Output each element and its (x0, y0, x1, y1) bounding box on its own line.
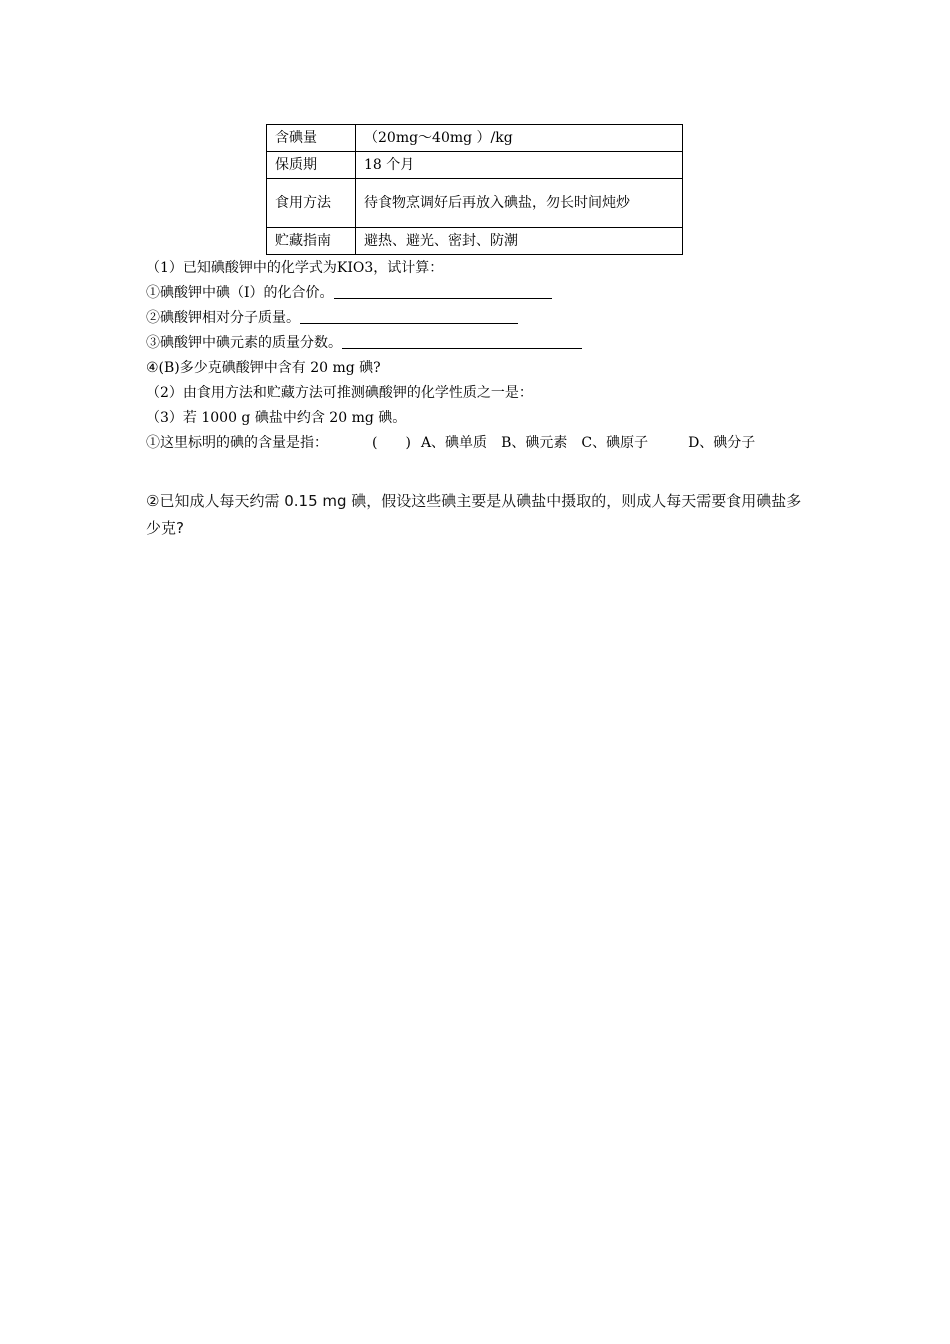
answer-blank[interactable] (334, 282, 552, 299)
table-row (267, 179, 683, 228)
question-1b (146, 306, 816, 331)
question-text: （2）由食用方法和贮藏方法可推测碘酸钾的化学性质之一是： (146, 385, 533, 401)
answer-blank[interactable] (300, 307, 518, 324)
table-row (267, 228, 683, 255)
table-row (267, 152, 683, 179)
question-text: ②碘酸钾相对分子质量。 (146, 310, 300, 326)
row-value: （20mg～40mg ）/kg (356, 125, 683, 152)
option-a: A、碘单质 (420, 435, 488, 451)
question-text: ④(B)多少克碘酸钾中含有 20 mg 碘? (146, 360, 381, 376)
answer-paren[interactable]: ( ) (372, 435, 411, 451)
question-text: ①这里标明的碘的含量是指： (146, 435, 328, 451)
option-c: C、碘原子 (581, 435, 649, 451)
row-value: 避热、避光、密封、防潮 (356, 228, 683, 255)
question-3-intro (146, 406, 816, 431)
table-row (267, 125, 683, 152)
question-2 (146, 381, 816, 406)
salt-label-table (266, 124, 683, 255)
row-key: 贮藏指南 (267, 228, 356, 255)
row-key: 食用方法 (267, 179, 356, 228)
row-key: 含碘量 (267, 125, 356, 152)
row-value: 18 个月 (356, 152, 683, 179)
question-text: ③碘酸钾中碘元素的质量分数。 (146, 335, 342, 351)
option-d: D、碘分子 (688, 435, 756, 451)
question-text: （3）若 1000 g 碘盐中约含 20 mg 碘。 (146, 410, 407, 426)
question-text: ①碘酸钾中碘（I）的化合价。 (146, 285, 334, 301)
row-value: 待食物烹调好后再放入碘盐，勿长时间炖炒 (356, 179, 683, 228)
answer-blank[interactable] (342, 332, 582, 349)
question-1-intro (146, 256, 816, 281)
option-b: B、碘元素 (501, 435, 568, 451)
question-1d (146, 356, 816, 381)
question-3a (146, 431, 816, 456)
question-list (146, 256, 816, 456)
question-1a (146, 281, 816, 306)
question-3b: ②已知成人每天约需 0.15 mg 碘，假设这些碘主要是从碘盐中摄取的，则成人每天需要食用碘盐多少克? (146, 492, 802, 537)
question-1c (146, 331, 816, 356)
row-key: 保质期 (267, 152, 356, 179)
question-text: （1）已知碘酸钾中的化学式为KIO3，试计算： (146, 260, 444, 276)
